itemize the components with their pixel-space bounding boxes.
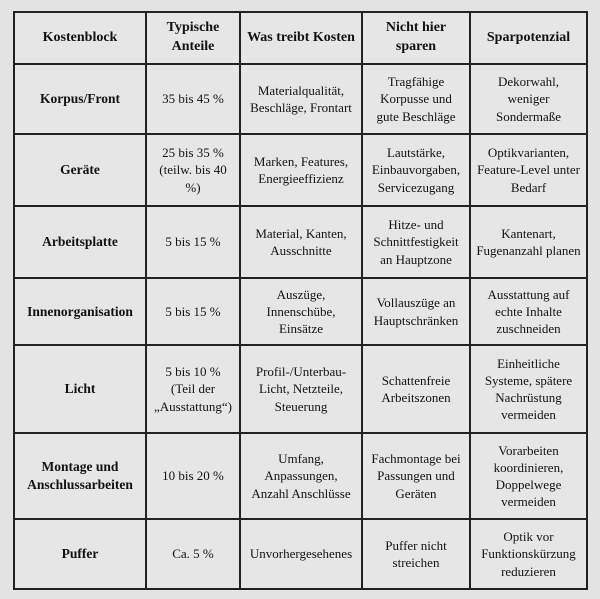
column-header-nicht-hier-sparen: Nicht hier sparen: [362, 12, 470, 64]
table-row-arbeitsplatte: [14, 206, 587, 278]
table-cell: Vorarbeiten koordinieren, Doppelwege vermeiden: [470, 433, 587, 519]
column-header-typische-anteile: Typische Anteile: [146, 12, 240, 64]
table-row-licht: [14, 345, 587, 433]
row-header: Arbeitsplatte: [14, 206, 146, 278]
table-cell: Umfang, Anpassungen, Anzahl Anschlüsse: [240, 433, 362, 519]
table-cell: Lautstärke, Einbauvorgaben, Servicezugang: [362, 134, 470, 206]
table-cell: 35 bis 45 %: [146, 64, 240, 134]
table-cell: Hitze- und Schnittfestigkeit an Hauptzone: [362, 206, 470, 278]
table-cell: Material, Kanten, Ausschnitte: [240, 206, 362, 278]
row-header: Puffer: [14, 519, 146, 589]
table-cell: Optikvarianten, Feature-Level unter Bedarf: [470, 134, 587, 206]
table-cell: Schattenfreie Arbeitszonen: [362, 345, 470, 433]
table-cell: Dekorwahl, weniger Sondermaße: [470, 64, 587, 134]
table-cell: 5 bis 10 % (Teil der „Ausstattung“): [146, 345, 240, 433]
row-header: Korpus/Front: [14, 64, 146, 134]
table-cell: Puffer nicht streichen: [362, 519, 470, 589]
table-cell: Tragfähige Korpusse und gute Beschläge: [362, 64, 470, 134]
cost-table: [13, 11, 588, 590]
table-cell: Materialqualität, Beschläge, Frontart: [240, 64, 362, 134]
table-row-geraete: [14, 134, 587, 206]
column-header-kostenblock: Kostenblock: [14, 12, 146, 64]
table-row-korpus-front: [14, 64, 587, 134]
table-cell: 5 bis 15 %: [146, 206, 240, 278]
column-header-sparpotenzial: Sparpotenzial: [470, 12, 587, 64]
table-cell: 25 bis 35 % (teilw. bis 40 %): [146, 134, 240, 206]
row-header: Montage und Anschlussarbeiten: [14, 433, 146, 519]
table-cell: Fachmontage bei Passungen und Geräten: [362, 433, 470, 519]
table-row-innenorganisation: [14, 278, 587, 345]
column-header-was-treibt-kosten: Was treibt Kosten: [240, 12, 362, 64]
row-header: Innenorganisation: [14, 278, 146, 345]
table-cell: Einheitliche Systeme, spätere Nachrüstung vermeiden: [470, 345, 587, 433]
table-cell: Auszüge, Innenschübe, Einsätze: [240, 278, 362, 345]
header-row: [14, 12, 587, 64]
table-row-puffer: [14, 519, 587, 589]
table-cell: Ausstattung auf echte Inhalte zuschneiden: [470, 278, 587, 345]
table-cell: Unvorhergesehenes: [240, 519, 362, 589]
table-cell: Marken, Features, Energieeffizienz: [240, 134, 362, 206]
table-cell: Optik vor Funktionskürzung reduzieren: [470, 519, 587, 589]
table-cell: 5 bis 15 %: [146, 278, 240, 345]
row-header: Licht: [14, 345, 146, 433]
table-row-montage: [14, 433, 587, 519]
table-cell: Ca. 5 %: [146, 519, 240, 589]
table-cell: Profil-/Unterbau-Licht, Netzteile, Steuerung: [240, 345, 362, 433]
table-cell: Vollauszüge an Hauptschränken: [362, 278, 470, 345]
table-cell: 10 bis 20 %: [146, 433, 240, 519]
row-header: Geräte: [14, 134, 146, 206]
table-cell: Kantenart, Fugenanzahl planen: [470, 206, 587, 278]
